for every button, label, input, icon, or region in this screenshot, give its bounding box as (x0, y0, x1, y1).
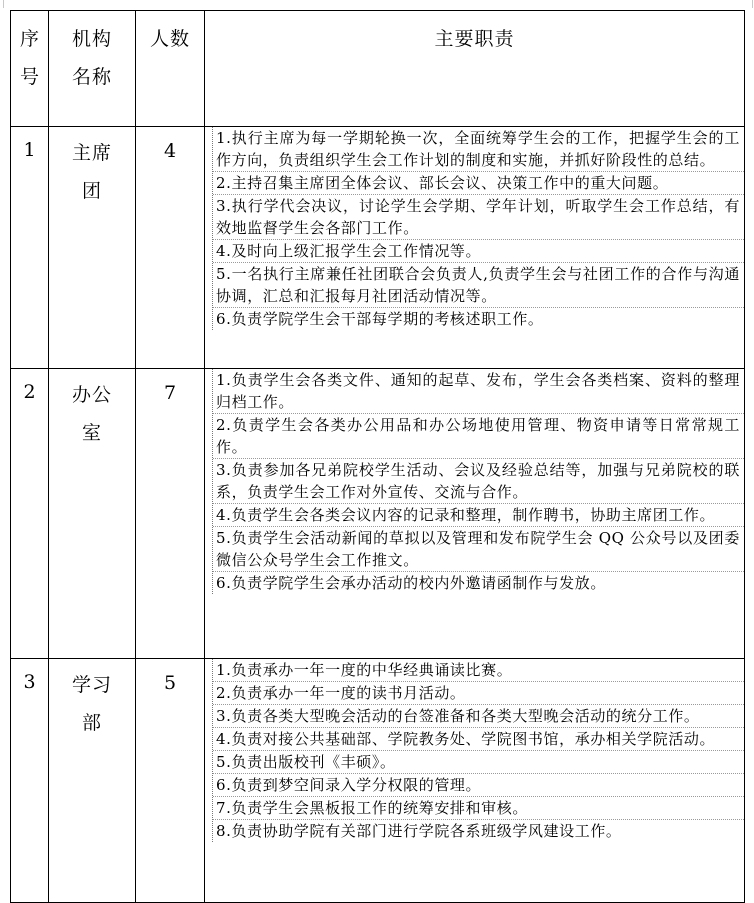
header-no: 序号 (20, 28, 41, 88)
row-number: 2 (11, 369, 49, 659)
department-name: 办公室 (71, 384, 112, 444)
row-number: 1 (11, 127, 49, 369)
duty-item: 2.负责承办一年一度的读书月活动。 (213, 682, 744, 705)
header-count: 人数 (149, 28, 190, 50)
row-number: 3 (11, 659, 49, 903)
organization-table (10, 10, 745, 903)
duty-item: 6.负责学院学生会承办活动的校内外邀请函制作与发放。 (216, 574, 606, 592)
member-count: 7 (136, 369, 205, 659)
duty-item: 1.负责学生会各类文件、通知的起草、发布，学生会各类档案、资料的整理归档工作。 (213, 369, 744, 414)
duty-item: 1.负责承办一年一度的中华经典诵读比赛。 (213, 659, 744, 682)
duty-item: 3.执行学代会决议，讨论学生会学期、学年计划，听取学生会工作总结，有效地监督学生会各部门工作。 (213, 195, 744, 240)
header-duty: 主要职责 (434, 28, 515, 50)
table-row (11, 369, 745, 659)
header-cell-no (11, 11, 49, 127)
member-count: 5 (136, 659, 205, 903)
duty-item: 7.负责学生会黑板报工作的统筹安排和审核。 (213, 797, 744, 820)
table-row (11, 127, 745, 369)
duty-list (212, 659, 744, 842)
table-row (11, 659, 745, 903)
header-name: 机构名称 (71, 28, 112, 88)
duty-item: 4.负责学生会各类会议内容的记录和整理，制作聘书，协助主席团工作。 (213, 504, 744, 527)
duty-cell (205, 127, 745, 369)
duty-item: 6.负责学院学生会干部每学期的考核述职工作。 (216, 310, 544, 328)
duty-item: 4.负责对接公共基础部、学院教务处、学院图书馆，承办相关学院活动。 (213, 728, 744, 751)
duty-item: 3.负责各类大型晚会活动的台签准备和各类大型晚会活动的统分工作。 (213, 705, 744, 728)
page-guide-lines (3, 0, 753, 8)
header-cell-count (136, 11, 205, 127)
duty-item: 4.及时向上级汇报学生会工作情况等。 (213, 240, 744, 263)
department-name: 学习部 (71, 674, 112, 734)
duty-item: 5.负责学生会活动新闻的草拟以及管理和发布院学生会 QQ 公众号以及团委微信公众号学生会工作推文。 (213, 527, 744, 572)
duty-item: 6.负责到梦空间录入学分权限的管理。 (213, 774, 744, 797)
member-count: 4 (136, 127, 205, 369)
duty-cell (205, 369, 745, 659)
duty-item: 1.执行主席为每一学期轮换一次，全面统筹学生会的工作，把握学生会的工作方向，负责组织学生会工作计划的制度和实施，并抓好阶段性的总结。 (213, 127, 744, 172)
department-name: 主席团 (71, 142, 112, 202)
table-header-row (11, 11, 745, 127)
header-cell-duty (205, 11, 745, 127)
duty-item: 2.主持召集主席团全体会议、部长会议、决策工作中的重大问题。 (213, 172, 744, 195)
duty-item: 5.一名执行主席兼任社团联合会负责人,负责学生会与社团工作的合作与沟通协调，汇总和汇报每月社团活动情况等。 (213, 263, 744, 308)
duty-item: 2.负责学生会各类办公用品和办公场地使用管理、物资申请等日常常规工作。 (213, 414, 744, 459)
duty-item: 3.负责参加各兄弟院校学生活动、会议及经验总结等，加强与兄弟院校的联系，负责学生会工作对外宣传、交流与合作。 (213, 459, 744, 504)
header-cell-name (49, 11, 136, 127)
duty-item: 8.负责协助学院有关部门进行学院各系班级学风建设工作。 (216, 822, 622, 840)
duty-cell (205, 659, 745, 903)
duty-item: 5.负责出版校刊《丰硕》。 (213, 751, 744, 774)
duty-list (212, 127, 744, 330)
duty-list (212, 369, 744, 594)
